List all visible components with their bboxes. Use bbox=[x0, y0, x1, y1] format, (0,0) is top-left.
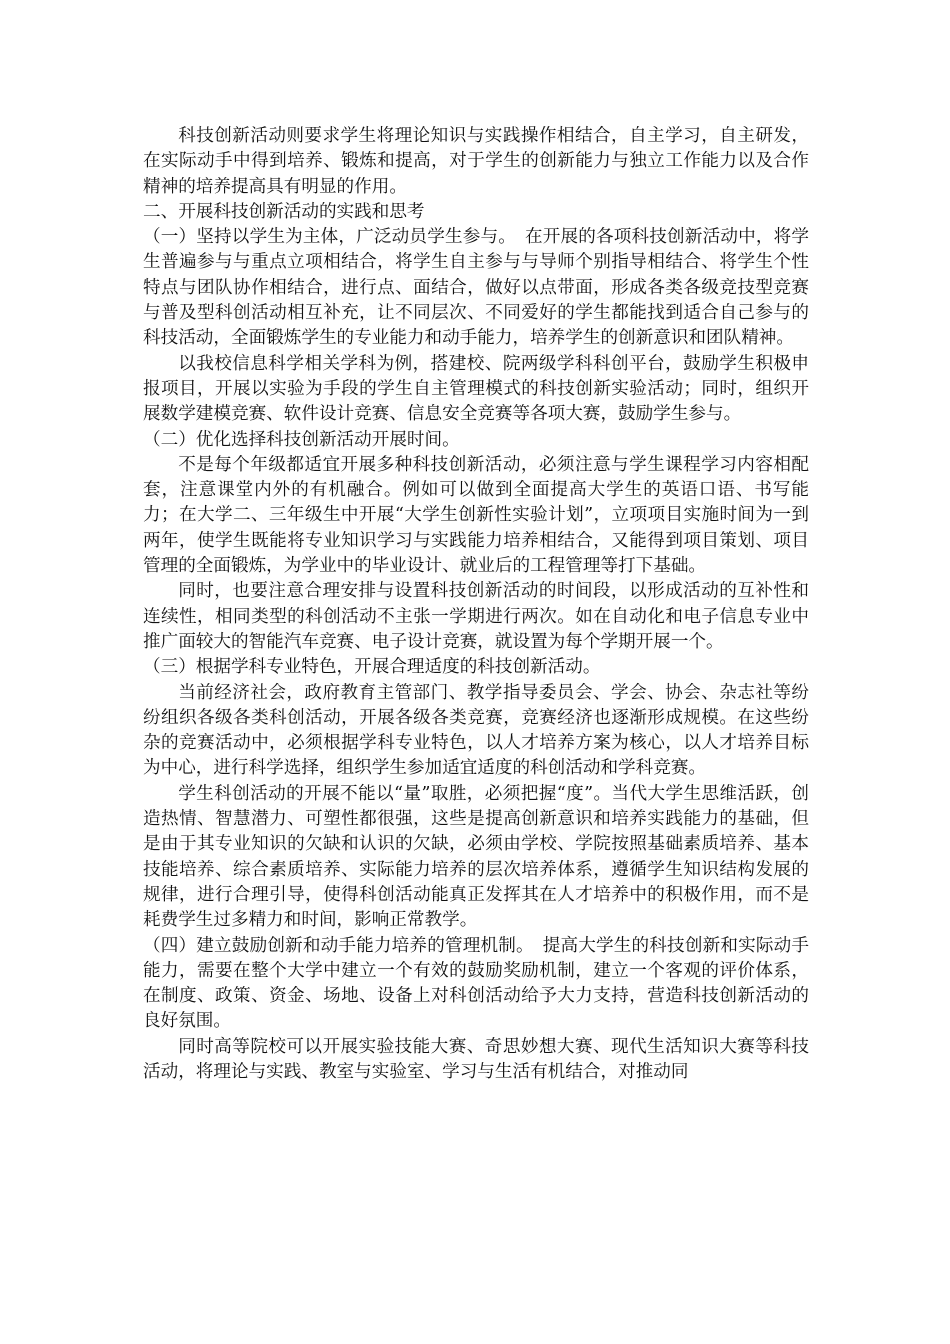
document-body bbox=[143, 124, 809, 1085]
paragraph-example-school: 以我校信息科学相关学科为例，搭建校、院两级学科科创平台，鼓励学生积极申报项目，开展以实验为手段的学生自主管理模式的科技创新实验活动；同时，组织开展数学建模竞赛、软件设计竞赛、信息安全竞赛等各项大赛，鼓励学生参与。 bbox=[143, 353, 809, 425]
subsection-1-paragraph: （一）坚持以学生为主体，广泛动员学生参与。 在开展的各项科技创新活动中，将学生普遍参与与重点立项相结合，将学生自主参与与导师个别指导相结合、将学生个性特点与团队协作相结合，进行点、面结合，做好以点带面，形成各类各级竞技型竞赛与普及型科创活动相互补充，让不同层次、不同爱好的学生都能找到适合自己参与的科技活动，全面锻炼学生的专业能力和动手能力，培养学生的创新意识和团队精神。 bbox=[143, 227, 809, 349]
subsection-3-heading: （三）根据学科专业特色，开展合理适度的科技创新活动。 bbox=[143, 657, 601, 678]
paragraph-degree: 学生科创活动的开展不能以“量”取胜，必须把握“度”。当代大学生思维活跃，创造热情、智慧潜力、可塑性都很强，这些是提高创新意识和培养实践能力的基础，但是由于其专业知识的欠缺和认识的欠缺，必须由学校、学院按照基础素质培养、基本技能培养、综合素质培养、实际能力培养的层次培养体系，遵循学生知识结构发展的规律，进行合理引导，使得科创活动能真正发挥其在人才培养中的积极作用，而不是耗费学生过多精力和时间，影响正常教学。 bbox=[143, 783, 809, 931]
paragraph-economy: 当前经济社会，政府教育主管部门、教学指导委员会、学会、协会、杂志社等纷纷组织各级各类科创活动，开展各级各类竞赛，竞赛经济也逐渐形成规模。在这些纷杂的竞赛活动中，必须根据学科专业特色，以人才培养方案为核心，以人才培养目标为中心，进行科学选择，组织学生参加适宜适度的科创活动和学科竞赛。 bbox=[143, 682, 809, 779]
section-heading-2: 二、开展科技创新活动的实践和思考 bbox=[143, 201, 425, 222]
paragraph-competitions: 同时高等院校可以开展实验技能大赛、奇思妙想大赛、现代生活知识大赛等科技活动，将理论与实践、教室与实验室、学习与生活有机结合，对推动同 bbox=[143, 1036, 809, 1082]
subsection-2-heading: （二）优化选择科技创新活动开展时间。 bbox=[143, 429, 460, 450]
paragraph-time-arrangement: 同时，也要注意合理安排与设置科技创新活动的时间段，以形成活动的互补性和连续性，相同类型的科创活动不主张一学期进行两次。如在自动化和电子信息专业中推广面较大的智能汽车竞赛、电子设计竞赛，就设置为每个学期开展一个。 bbox=[143, 581, 809, 652]
paragraph-grade-timing: 不是每个年级都适宜开展多种科技创新活动，必须注意与学生课程学习内容相配套，注意课堂内外的有机融合。例如可以做到全面提高大学生的英语口语、书写能力；在大学二、三年级生中开展“大学生创新性实验计划”，立项项目实施时间为一到两年，使学生既能将专业知识学习与实践能力培养相结合，又能得到项目策划、项目管理的全面锻炼，为学业中的毕业设计、就业后的工程管理等打下基础。 bbox=[143, 454, 809, 577]
subsection-4-paragraph: （四）建立鼓励创新和动手能力培养的管理机制。 提高大学生的科技创新和实际动手能力，需要在整个大学中建立一个有效的鼓励奖励机制，建立一个客观的评价体系，在制度、政策、资金、场地、设备上对科创活动给予大力支持，营造科技创新活动的良好氛围。 bbox=[143, 935, 809, 1032]
paragraph-intro: 科技创新活动则要求学生将理论知识与实践操作相结合，自主学习，自主研发，在实际动手中得到培养、锻炼和提高，对于学生的创新能力与独立工作能力以及合作精神的培养提高具有明显的作用。 bbox=[143, 126, 809, 197]
